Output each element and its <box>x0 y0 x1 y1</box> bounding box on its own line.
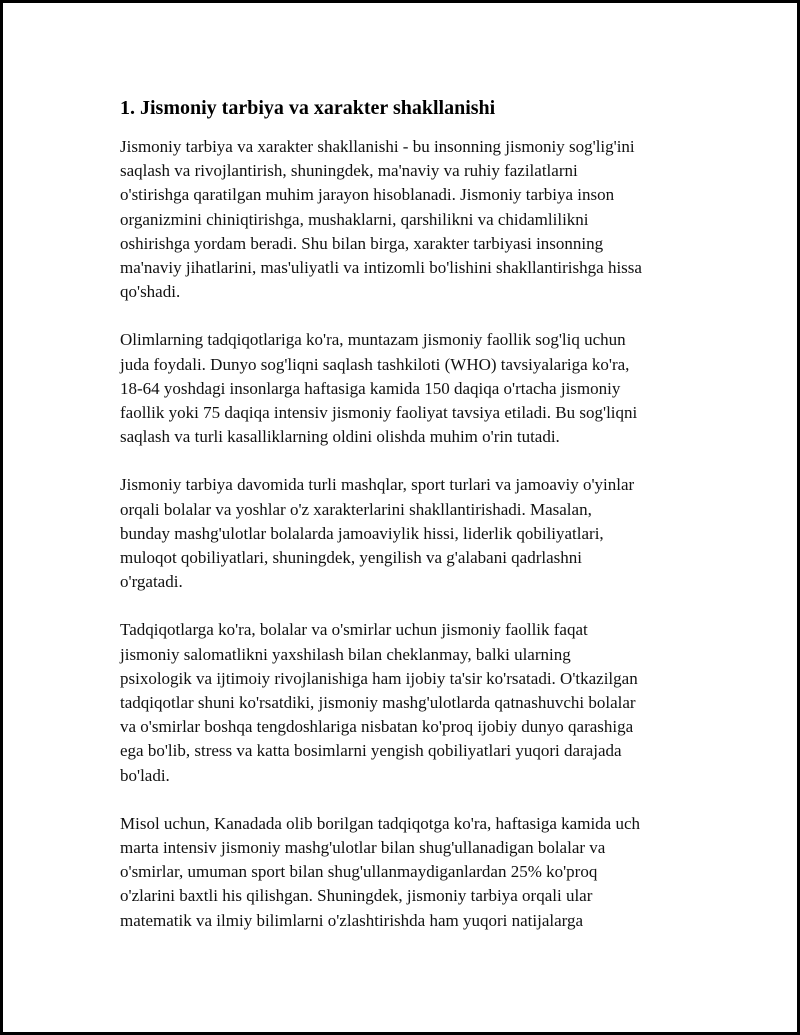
paragraph-1: Jismoniy tarbiya va xarakter shakllanishi - bu insonning jismoniy sog'lig'ini saqlash va rivojlantirish, shuningdek, ma'naviy va ruhiy fazilatlarni o'stirishga qaratilgan muhim jarayon hisoblanadi. Jismoniy tarbiya inson organizmini chiniqtirishga, mushaklarni, qarshilikni va chidamlilikni oshirishga yordam beradi. Shu bilan birga, xarakter tarbiyasi insonning ma'naviy jihatlarini, mas'uliyatli va intizomli bo'lishini shakllantirishga hissa qo'shadi. <box>120 137 642 302</box>
paragraph-5: Misol uchun, Kanadada olib borilgan tadqiqotga ko'ra, haftasiga kamida uch marta intensiv jismoniy mashg'ulotlar bilan shug'ullanadigan bolalar va o'smirlar, umuman sport bilan shug'ullanmaydiganlardan 25% ko'proq o'zlarini baxtli his qilishgan. Shuningdek, jismoniy tarbiya orqali ular matematik va ilmiy bilimlarni o'zlashtirishda ham yuqori natijalarga <box>120 813 641 930</box>
paragraph-3: Jismoniy tarbiya davomida turli mashqlar, sport turlari va jamoaviy o'yinlar orqali bolalar va yoshlar o'z xarakterlarini shakllantirishadi. Masalan, bunday mashg'ulotlar bolalarda jamoaviylik hissi, liderlik qobiliyatlari, muloqot qobiliyatlari, shuningdek, yengilish va g'alabani qadrlashni o'rgatadi. <box>120 475 635 592</box>
paragraph-4: Tadqiqotlarga ko'ra, bolalar va o'smirlar uchun jismoniy faollik faqat jismoniy salomatlikni yaxshilash bilan cheklanmay, balki ularning psixologik va ijtimoiy rivojlanishiga ham ijobiy ta'sir ko'rsatadi. O'tkazilgan tadqiqotlar shuni ko'rsatdiki, jismoniy mashg'ulotlarda qatnashuvchi bolalar va o'smirlar boshqa tengdoshlariga nisbatan ko'proq ijobiy dunyo qarashiga ega bo'lib, stress va katta bosimlarni yengish qobiliyatlari yuqori darajada bo'ladi. <box>120 620 638 785</box>
paragraph-2: Olimlarning tadqiqotlariga ko'ra, muntazam jismoniy faollik sog'liq uchun juda foydali. Dunyo sog'liqni saqlash tashkiloti (WHO) tavsiyalariga ko'ra, 18-64 yoshdagi insonlarga haftasiga kamida 150 daqiqa o'rtacha jismoniy faollik yoki 75 daqiqa intensiv jismoniy faoliyat tavsiya etiladi. Bu sog'liqni saqlash va turli kasalliklarning oldini olishda muhim o'rin tutadi. <box>120 330 638 447</box>
section-heading: 1. Jismoniy tarbiya va xarakter shakllanishi <box>120 97 496 119</box>
document-body <box>120 94 700 957</box>
